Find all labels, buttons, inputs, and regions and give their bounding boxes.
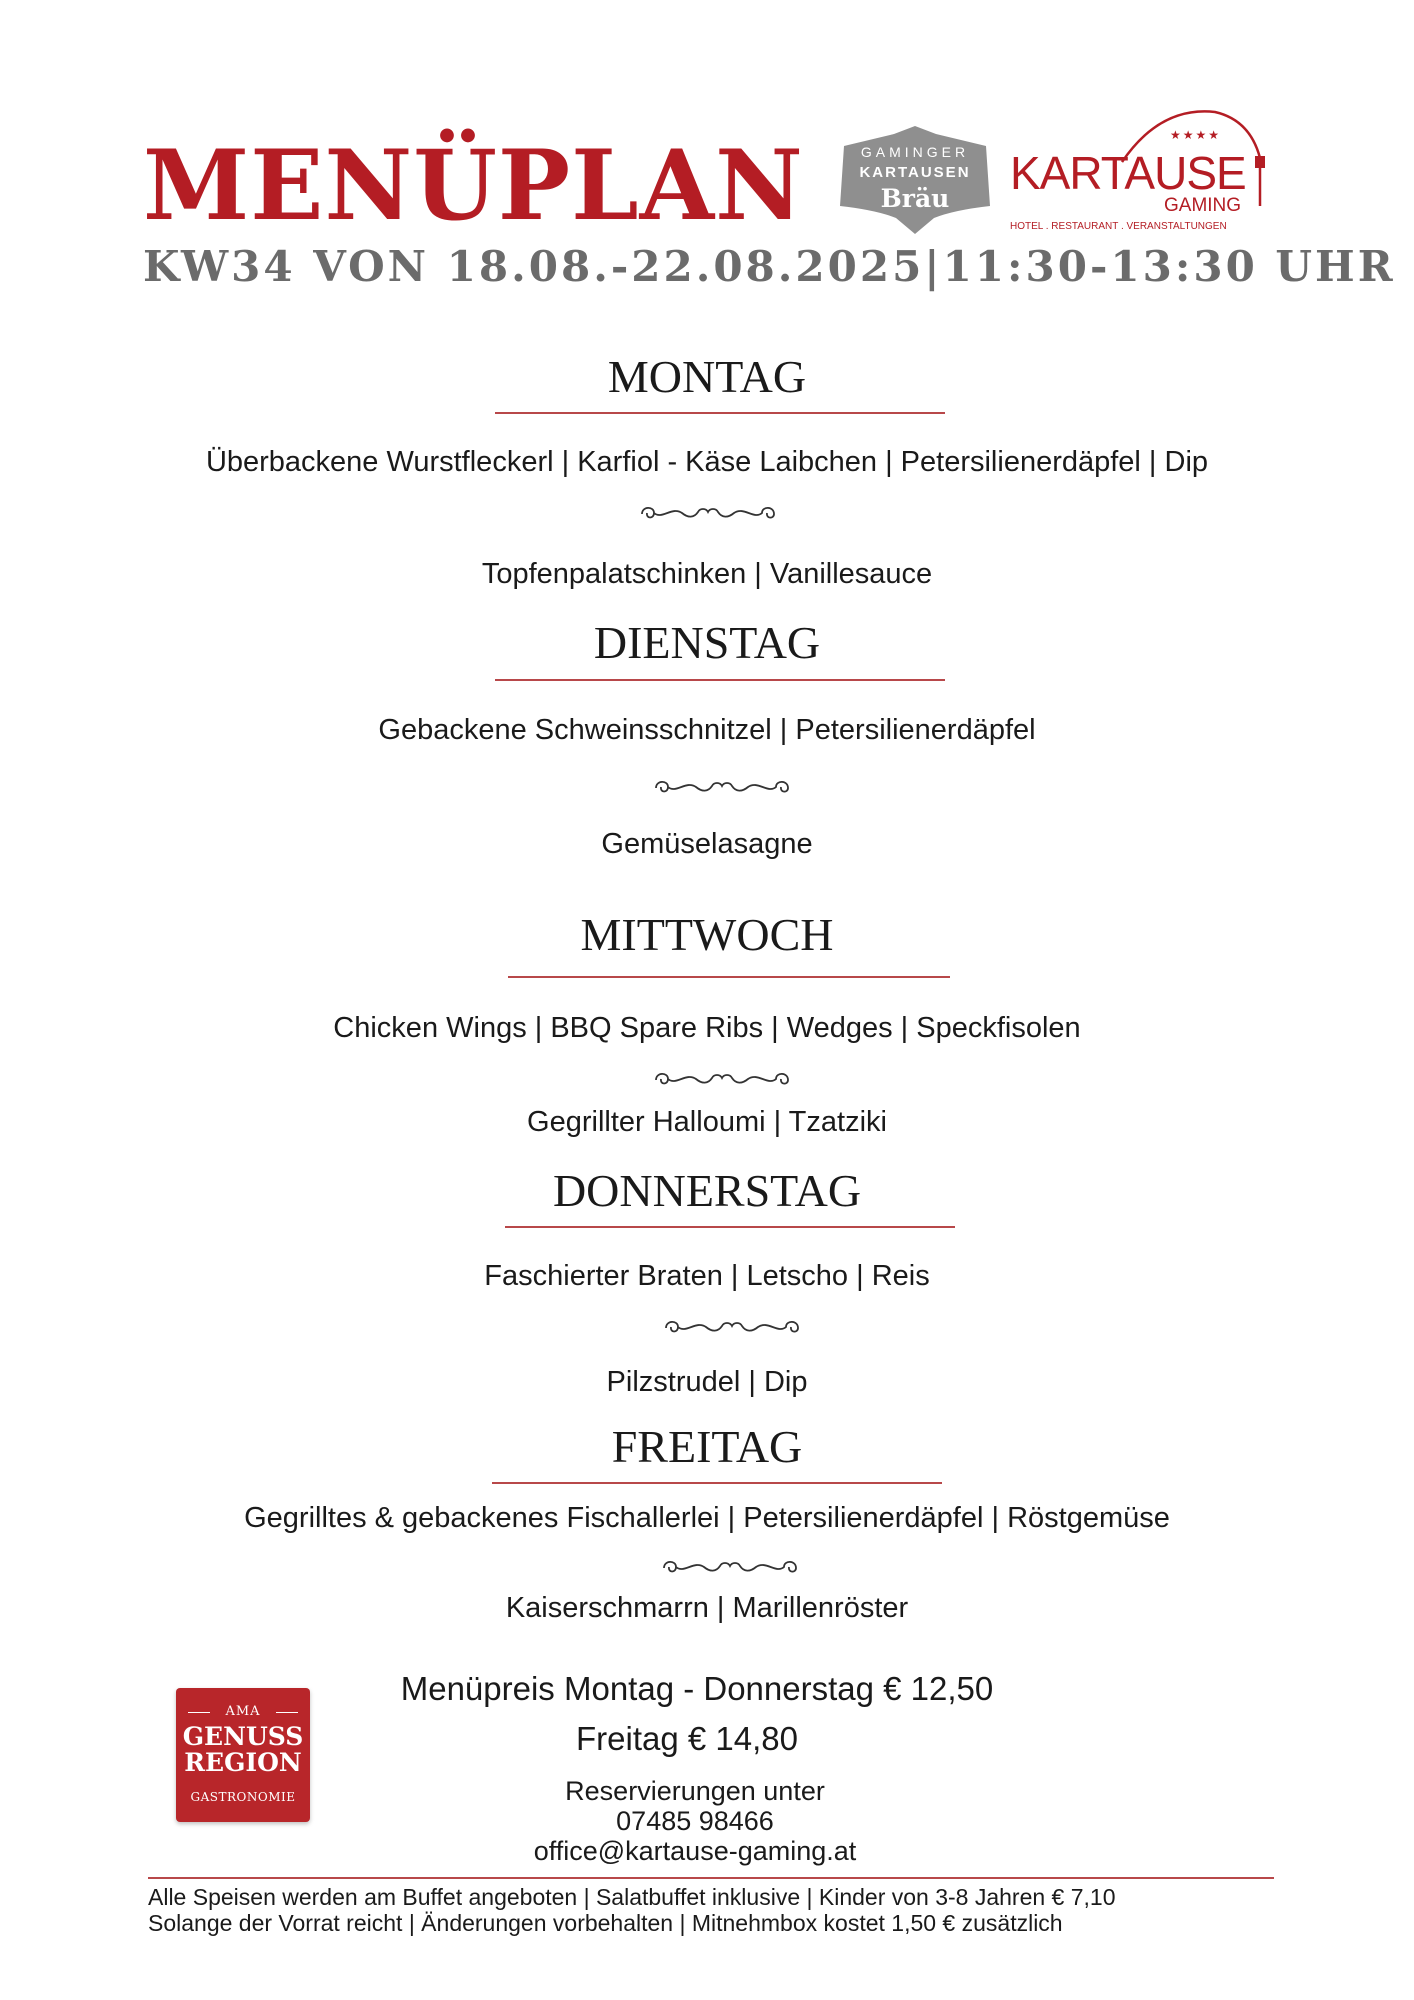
day-rule-donnerstag <box>505 1226 955 1228</box>
ama-badge-bottom: GASTRONOMIE <box>190 1790 296 1804</box>
ama-badge-line2: REGION <box>184 1748 302 1778</box>
ama-badge-top: AMA <box>225 1704 261 1719</box>
brau-logo-line1: GAMINGER <box>860 144 970 160</box>
kartause-logo-place: GAMING <box>1164 195 1242 216</box>
contact-phone[interactable] <box>0 1808 1414 1835</box>
day-rule-montag <box>495 412 945 414</box>
dish-main-freitag: Gegrilltes & gebackenes Fischallerlei | Petersilienerdäpfel | Röstgemüse <box>244 1502 1170 1534</box>
footer-rule <box>148 1877 1274 1879</box>
page-title: MENÜPLAN <box>143 129 804 242</box>
dish-alt-dienstag: Gemüselasagne <box>601 828 813 860</box>
ornament-divider-montag <box>638 500 778 526</box>
price-weekday-text: Menüpreis Montag - Donnerstag € 12,50 <box>400 1670 994 1707</box>
ornament-divider-freitag <box>660 1554 800 1580</box>
dish-main-montag: Überbackene Wurstfleckerl | Karfiol - Käse Laibchen | Petersilienerdäpfel | Dip <box>205 446 1209 478</box>
day-rule-mittwoch <box>508 976 950 978</box>
kartause-logo <box>1010 106 1276 236</box>
price-friday-text: Freitag € 14,80 <box>576 1720 798 1757</box>
dish-alt-donnerstag: Pilzstrudel | Dip <box>606 1366 808 1398</box>
kartause-logo-tagline: HOTEL . RESTAURANT . VERANSTALTUNGEN <box>1010 221 1227 232</box>
ornament-divider-dienstag <box>652 774 792 800</box>
kartause-logo-stars: ★★★★ <box>1170 128 1222 142</box>
ornament-divider-donnerstag <box>662 1314 802 1340</box>
brau-logo-line2: KARTAUSEN <box>859 164 971 181</box>
day-heading-montag: MONTAG <box>607 351 807 402</box>
footer-line2: Solange der Vorrat reicht | Änderungen vorbehalten | Mitnehmbox kostet 1,50 € zusätzlich <box>148 1910 1063 1936</box>
ornament-divider-mittwoch <box>652 1066 792 1092</box>
dish-alt-freitag: Kaiserschmarrn | Marillenröster <box>505 1592 909 1624</box>
day-rule-dienstag <box>495 679 945 681</box>
week-subtitle: KW34 VON 18.08.-22.08.2025|11:30-13:30 UHR <box>143 242 1396 291</box>
price-friday <box>0 1722 1414 1755</box>
kartause-logo-name: KARTAUSE <box>1010 147 1246 199</box>
contact-email-link[interactable]: office@kartause-gaming.at <box>533 1836 857 1866</box>
day-rule-freitag <box>492 1482 942 1484</box>
contact-label <box>0 1778 1414 1805</box>
day-heading-freitag: FREITAG <box>611 1421 803 1472</box>
dish-main-donnerstag: Faschierter Braten | Letscho | Reis <box>484 1260 930 1292</box>
brau-logo-line3: Bräu <box>880 184 950 213</box>
brau-logo <box>834 126 996 234</box>
contact-label-text: Reservierungen unter <box>565 1776 825 1806</box>
dish-main-mittwoch: Chicken Wings | BBQ Spare Ribs | Wedges | Speckfisolen <box>333 1012 1081 1044</box>
day-heading-mittwoch: MITTWOCH <box>580 909 834 960</box>
contact-phone-text[interactable]: 07485 98466 <box>616 1806 774 1836</box>
dish-alt-montag: Topfenpalatschinken | Vanillesauce <box>481 558 933 590</box>
dish-main-dienstag: Gebackene Schweinsschnitzel | Petersilienerdäpfel <box>378 714 1036 746</box>
footer-line1: Alle Speisen werden am Buffet angeboten | Salatbuffet inklusive | Kinder von 3-8 Jahren € 7,10 <box>148 1884 1116 1910</box>
contact-email[interactable] <box>0 1838 1414 1865</box>
price-weekday <box>0 1672 1414 1705</box>
day-heading-dienstag: DIENSTAG <box>593 617 821 668</box>
day-heading-donnerstag: DONNERSTAG <box>552 1165 862 1216</box>
dish-alt-mittwoch: Gegrillter Halloumi | Tzatziki <box>527 1106 887 1138</box>
ama-badge-line1: GENUSS <box>182 1722 304 1751</box>
